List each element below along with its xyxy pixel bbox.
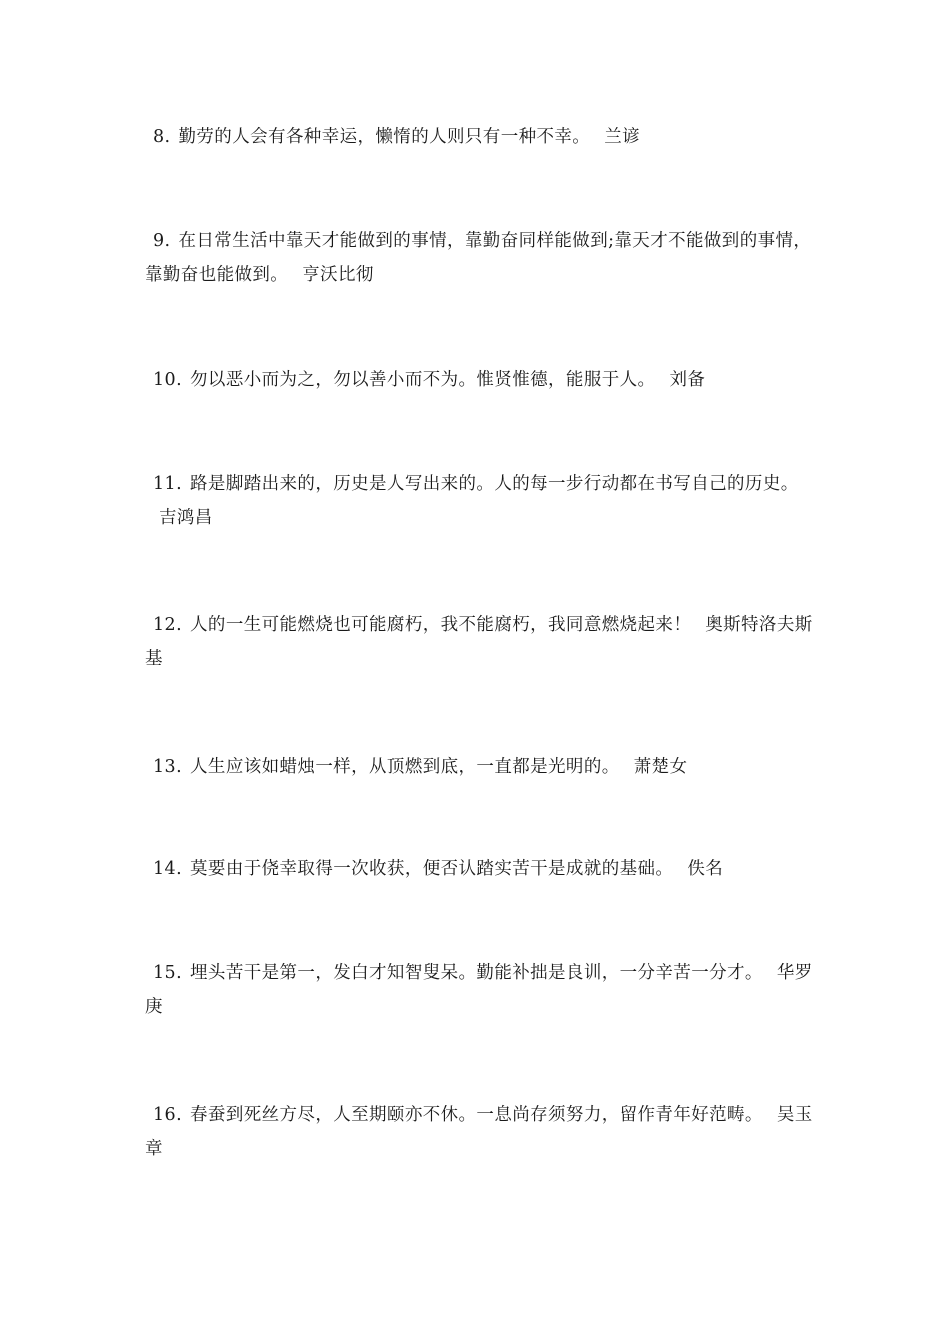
quote-text: 春蚕到死丝方尽，人至期颐亦不休。一息尚存须努力，留作青年好范畴。 (190, 1105, 763, 1125)
quote-number: 12. (153, 615, 183, 635)
quote-number: 13. (153, 757, 183, 777)
quote-text: 路是脚踏出来的，历史是人写出来的。人的每一步行动都在书写自己的历史。 (190, 474, 799, 494)
quote-item (145, 750, 813, 784)
quote-item (145, 852, 813, 886)
quote-author: 吴玉章 (145, 1105, 813, 1159)
quote-text: 勿以恶小而为之，勿以善小而不为。惟贤惟德，能服于人。 (190, 370, 656, 390)
quote-author: 兰谚 (604, 127, 641, 147)
quote-text: 勤劳的人会有各种幸运，懒惰的人则只有一种不幸。 (178, 127, 591, 147)
quote-number: 14. (153, 859, 183, 879)
quote-author: 萧楚女 (633, 757, 688, 777)
quote-text: 莫要由于侥幸取得一次收获，便否认踏实苦干是成就的基础。 (190, 859, 674, 879)
quote-author: 奥斯特洛夫斯基 (145, 615, 813, 669)
quote-text: 人生应该如蜡烛一样，从顶燃到底，一直都是光明的。 (190, 757, 620, 777)
quote-text: 人的一生可能燃烧也可能腐朽，我不能腐朽，我同意燃烧起来！ (190, 615, 692, 635)
quote-author: 亨沃比彻 (302, 265, 374, 285)
quote-author: 吉鸿昌 (159, 508, 213, 528)
quote-number: 9. (153, 231, 171, 251)
quote-number: 16. (153, 1105, 183, 1125)
quote-item (145, 467, 813, 535)
quote-number: 11. (153, 474, 183, 494)
quote-author: 华罗庚 (145, 963, 813, 1017)
quote-author: 佚名 (687, 859, 724, 879)
quote-item (145, 956, 813, 1024)
quote-item (145, 608, 813, 676)
quote-item (145, 120, 813, 154)
quote-number: 8. (153, 127, 171, 147)
quote-number: 10. (153, 370, 183, 390)
quote-text: 埋头苦干是第一，发白才知智叟呆。勤能补拙是良训，一分辛苦一分才。 (190, 963, 763, 983)
quote-item (145, 363, 813, 397)
quote-item (145, 1098, 813, 1166)
quote-item (145, 224, 813, 292)
quote-author: 刘备 (669, 370, 706, 390)
quote-text: 在日常生活中靠天才能做到的事情，靠勤奋同样能做到;靠天才不能做到的事情，靠勤奋也能做到。 (145, 231, 812, 285)
quote-number: 15. (153, 963, 183, 983)
